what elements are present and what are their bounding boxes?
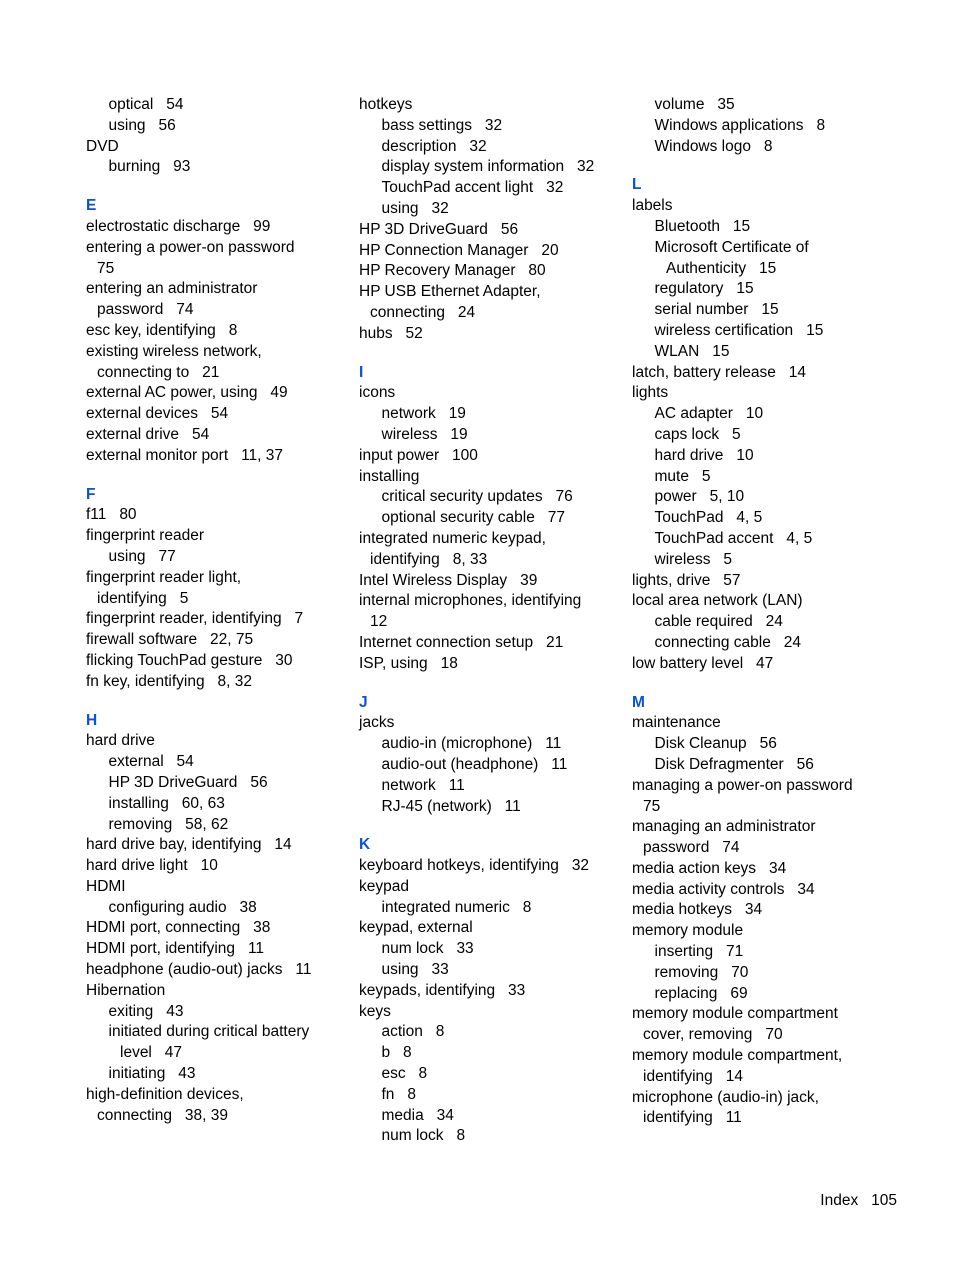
index-subentry: Disk Cleanup 56 bbox=[654, 735, 777, 753]
letter-heading: M bbox=[632, 693, 645, 711]
index-entry: HDMI bbox=[86, 877, 126, 895]
index-subentry: WLAN 15 bbox=[654, 342, 730, 360]
index-entry: lights bbox=[632, 384, 669, 402]
index-entry: 12 bbox=[370, 613, 388, 631]
letter-heading: I bbox=[359, 363, 364, 381]
index-subentry: using 56 bbox=[108, 116, 176, 134]
index-entry: HDMI port, connecting 38 bbox=[86, 919, 271, 937]
index-entry: input power 100 bbox=[359, 446, 478, 464]
index-entry: jacks bbox=[359, 714, 395, 732]
index-entry: fn key, identifying 8, 32 bbox=[86, 672, 253, 690]
index-entry: external devices 54 bbox=[86, 405, 229, 423]
index-entry: hubs 52 bbox=[359, 324, 423, 342]
index-subentry: initiating 43 bbox=[108, 1065, 196, 1083]
index-entry: hard drive light 10 bbox=[86, 857, 218, 875]
index-entry: HP Connection Manager 20 bbox=[359, 241, 559, 259]
page-number: 105 bbox=[871, 1192, 897, 1209]
index-entry: external monitor port 11, 37 bbox=[86, 446, 284, 464]
index-entry: external AC power, using 49 bbox=[86, 384, 288, 402]
index-entry: keyboard hotkeys, identifying 32 bbox=[359, 857, 590, 875]
index-entry: lights, drive 57 bbox=[632, 571, 741, 589]
index-subentry: optional security cable 77 bbox=[381, 509, 566, 527]
index-subentry: Windows applications 8 bbox=[654, 116, 826, 134]
index-subentry: media 34 bbox=[381, 1106, 454, 1124]
index-entry: fingerprint reader bbox=[86, 527, 205, 545]
index-entry: latch, battery release 14 bbox=[632, 363, 807, 381]
letter-heading: H bbox=[86, 711, 98, 729]
index-column-3 bbox=[632, 95, 894, 1129]
index-entry: cover, removing 70 bbox=[643, 1026, 783, 1044]
index-entry: firewall software 22, 75 bbox=[86, 631, 254, 649]
index-entry: identifying 8, 33 bbox=[370, 550, 488, 568]
index-subentry: num lock 33 bbox=[381, 940, 474, 958]
index-subentry: network 19 bbox=[381, 405, 466, 423]
index-entry: password 74 bbox=[643, 839, 740, 857]
index-subentry: wireless certification 15 bbox=[654, 321, 824, 339]
index-entry: local area network (LAN) bbox=[632, 592, 803, 610]
index-entry: external drive 54 bbox=[86, 425, 210, 443]
index-subentry: initiated during critical battery bbox=[108, 1023, 310, 1041]
index-entry: managing a power-on password bbox=[632, 776, 853, 794]
index-entry: memory module bbox=[632, 922, 744, 940]
index-subentry: installing 60, 63 bbox=[108, 794, 225, 812]
index-subentry: mute 5 bbox=[654, 467, 711, 485]
index-subentry: TouchPad accent light 32 bbox=[381, 179, 564, 197]
index-subentry: optical 54 bbox=[108, 96, 184, 113]
index-subentry: audio-out (headphone) 11 bbox=[381, 755, 568, 773]
index-subentry: exiting 43 bbox=[108, 1002, 184, 1020]
index-entry: keypads, identifying 33 bbox=[359, 981, 526, 999]
index-entry: connecting to 21 bbox=[97, 363, 220, 381]
index-entry: HP Recovery Manager 80 bbox=[359, 262, 546, 280]
index-entry: HDMI port, identifying 11 bbox=[86, 940, 265, 958]
index-entry: electrostatic discharge 99 bbox=[86, 217, 271, 235]
index-entry: identifying 5 bbox=[97, 589, 189, 607]
index-entry: fingerprint reader, identifying 7 bbox=[86, 610, 304, 628]
index-entry: Intel Wireless Display 39 bbox=[359, 571, 538, 589]
index-entry: keypad, external bbox=[359, 919, 473, 937]
index-entry: flicking TouchPad gesture 30 bbox=[86, 651, 293, 669]
index-entry: Hibernation bbox=[86, 981, 166, 999]
letter-heading: E bbox=[86, 197, 97, 215]
index-column-2 bbox=[359, 95, 621, 1147]
index-entry: maintenance bbox=[632, 714, 721, 732]
index-subentry: hard drive 10 bbox=[654, 446, 754, 464]
index-entry: esc key, identifying 8 bbox=[86, 321, 238, 339]
index-subentry: bass settings 32 bbox=[381, 116, 503, 134]
index-entry: existing wireless network, bbox=[86, 342, 262, 360]
page-footer bbox=[820, 1191, 897, 1211]
index-subentry: Microsoft Certificate of bbox=[654, 238, 809, 256]
index-entry: password 74 bbox=[97, 301, 194, 319]
index-entry: low battery level 47 bbox=[632, 654, 774, 672]
index-subentry: TouchPad 4, 5 bbox=[654, 509, 763, 527]
index-subentry: serial number 15 bbox=[654, 301, 779, 319]
index-subentry: burning 93 bbox=[108, 158, 191, 176]
index-entry: f11 80 bbox=[86, 506, 137, 524]
index-subentry: esc 8 bbox=[381, 1065, 428, 1083]
index-entry: entering an administrator bbox=[86, 280, 258, 298]
index-entry: microphone (audio-in) jack, bbox=[632, 1088, 819, 1106]
index-entry: connecting 24 bbox=[370, 303, 476, 321]
index-entry: media action keys 34 bbox=[632, 859, 787, 877]
index-subentry: AC adapter 10 bbox=[654, 405, 764, 423]
index-subentry: replacing 69 bbox=[654, 984, 748, 1002]
index-entry: fingerprint reader light, bbox=[86, 568, 242, 586]
index-entry: 75 bbox=[643, 797, 661, 815]
index-entry: headphone (audio-out) jacks 11 bbox=[86, 961, 312, 979]
index-entry: DVD bbox=[86, 137, 119, 155]
index-subentry: description 32 bbox=[381, 137, 487, 155]
index-subentry: wireless 5 bbox=[654, 550, 733, 568]
index-subentry: action 8 bbox=[381, 1023, 445, 1041]
index-subentry: Windows logo 8 bbox=[654, 137, 773, 155]
footer-section-label: Index bbox=[820, 1192, 859, 1209]
index-subentry: Authenticity 15 bbox=[666, 259, 777, 277]
letter-heading: J bbox=[359, 693, 368, 711]
index-subentry: removing 70 bbox=[654, 963, 749, 981]
index-entry: installing bbox=[359, 467, 420, 485]
index-subentry: external 54 bbox=[108, 753, 194, 771]
letter-heading: L bbox=[632, 176, 642, 194]
index-subentry: display system information 32 bbox=[381, 158, 595, 176]
index-entry: keys bbox=[359, 1002, 391, 1020]
index-subentry: removing 58, 62 bbox=[108, 815, 229, 833]
index-subentry: level 47 bbox=[120, 1044, 183, 1062]
index-entry: HP USB Ethernet Adapter, bbox=[359, 283, 541, 301]
index-subentry: Bluetooth 15 bbox=[654, 217, 751, 235]
index-entry: identifying 11 bbox=[643, 1109, 742, 1127]
index-subentry: TouchPad accent 4, 5 bbox=[654, 529, 813, 547]
index-entry: media hotkeys 34 bbox=[632, 901, 763, 919]
index-entry: internal microphones, identifying bbox=[359, 592, 582, 610]
index-subentry: configuring audio 38 bbox=[108, 898, 257, 916]
letter-heading: K bbox=[359, 836, 371, 854]
index-entry: managing an administrator bbox=[632, 818, 816, 836]
index-subentry: audio-in (microphone) 11 bbox=[381, 735, 562, 753]
index-entry: integrated numeric keypad, bbox=[359, 529, 546, 547]
index-subentry: integrated numeric 8 bbox=[381, 898, 532, 916]
index-subentry: network 11 bbox=[381, 776, 465, 794]
index-entry: memory module compartment, bbox=[632, 1047, 843, 1065]
index-subentry: connecting cable 24 bbox=[654, 633, 801, 651]
index-entry: identifying 14 bbox=[643, 1067, 743, 1085]
index-subentry: num lock 8 bbox=[381, 1127, 466, 1145]
index-entry: HP 3D DriveGuard 56 bbox=[359, 220, 519, 238]
index-entry: Internet connection setup 21 bbox=[359, 633, 564, 651]
letter-heading: F bbox=[86, 485, 96, 503]
index-subentry: inserting 71 bbox=[654, 943, 744, 961]
index-entry: high-definition devices, bbox=[86, 1085, 244, 1103]
index-entry: entering a power-on password bbox=[86, 238, 295, 256]
index-entry: icons bbox=[359, 384, 396, 402]
index-subentry: HP 3D DriveGuard 56 bbox=[108, 773, 268, 791]
index-entry: ISP, using 18 bbox=[359, 654, 458, 672]
index-entry: media activity controls 34 bbox=[632, 880, 815, 898]
index-entry: hard drive bbox=[86, 732, 155, 750]
index-entry: memory module compartment bbox=[632, 1005, 838, 1023]
index-subentry: critical security updates 76 bbox=[381, 488, 573, 506]
index-subentry: regulatory 15 bbox=[654, 280, 754, 298]
index-entry: labels bbox=[632, 197, 673, 215]
index-subentry: Disk Defragmenter 56 bbox=[654, 755, 814, 773]
index-subentry: RJ-45 (network) 11 bbox=[381, 797, 521, 815]
index-subentry: using 77 bbox=[108, 547, 176, 565]
index-subentry: volume 35 bbox=[654, 96, 735, 113]
index-subentry: cable required 24 bbox=[654, 613, 783, 631]
index-entry: hard drive bay, identifying 14 bbox=[86, 836, 292, 854]
index-subentry: using 32 bbox=[381, 199, 449, 217]
index-entry: hotkeys bbox=[359, 96, 413, 113]
index-subentry: caps lock 5 bbox=[654, 425, 741, 443]
index-subentry: using 33 bbox=[381, 961, 449, 979]
index-subentry: wireless 19 bbox=[381, 425, 468, 443]
index-entry: 75 bbox=[97, 259, 115, 277]
index-subentry: fn 8 bbox=[381, 1085, 416, 1103]
index-subentry: b 8 bbox=[381, 1044, 412, 1062]
index-subentry: power 5, 10 bbox=[654, 488, 745, 506]
index-entry: connecting 38, 39 bbox=[97, 1106, 228, 1124]
index-column-1 bbox=[86, 95, 348, 1126]
index-entry: keypad bbox=[359, 877, 409, 895]
